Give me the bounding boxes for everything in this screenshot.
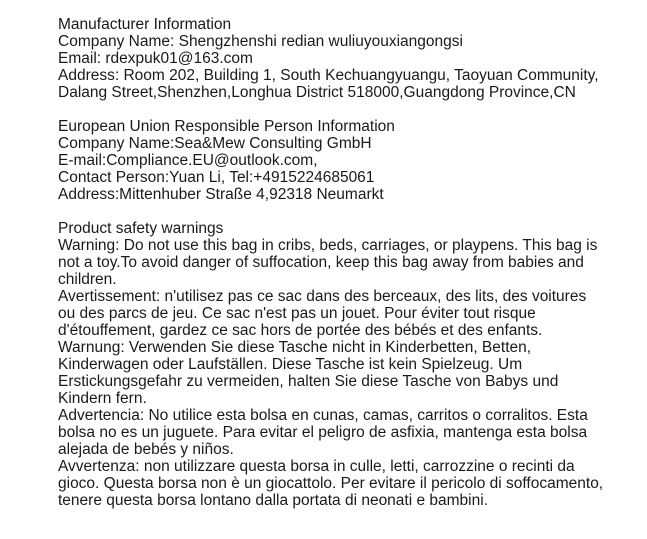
eu-representative-contact: Contact Person:Yuan Li, Tel:+4915224685061 — [58, 169, 375, 186]
warning-line: tenere questa borsa lontano dalla portata di neonati e bambini. — [58, 492, 488, 509]
warning-line: Avertissement: n'utilisez pas ce sac dans des berceaux, des lits, des voitures — [58, 288, 587, 305]
warning-line: ou des parcs de jeu. Ce sac n'est pas un jouet. Pour éviter tout risque — [58, 305, 536, 322]
safety-warnings-section — [58, 220, 630, 509]
warning-line: bolsa no es un juguete. Para evitar el peligro de asfixia, mantenga esta bolsa — [58, 424, 588, 441]
warning-line: d'étouffement, gardez ce sac hors de portée des bébés et des enfants. — [58, 322, 543, 339]
eu-representative-address: Address:Mittenhuber Straße 4,92318 Neumarkt — [58, 186, 384, 203]
manufacturer-section — [58, 16, 630, 101]
eu-representative-section — [58, 118, 630, 203]
warning-line: Erstickungsgefahr zu vermeiden, halten Sie diese Tasche von Babys und — [58, 373, 559, 390]
manufacturer-heading: Manufacturer Information — [58, 16, 232, 33]
warning-spanish — [58, 407, 630, 458]
warning-line: not a toy.To avoid danger of suffocation, keep this bag away from babies and — [58, 254, 584, 271]
product-info-document — [58, 16, 630, 509]
warning-english — [58, 237, 630, 288]
warning-line: Avvertenza: non utilizzare questa borsa in culle, letti, carrozzine o recinti da — [58, 458, 575, 475]
warning-french — [58, 288, 630, 339]
warning-line: alejada de bebés y niños. — [58, 441, 234, 458]
warning-italian — [58, 458, 630, 509]
safety-warnings-heading: Product safety warnings — [58, 220, 224, 237]
eu-representative-email: E-mail:Compliance.EU@outlook.com, — [58, 152, 318, 169]
warning-line: Kinderwagen oder Laufställen. Diese Tasche ist kein Spielzeug. Um — [58, 356, 523, 373]
warning-line: Kindern fern. — [58, 390, 147, 407]
manufacturer-company-name: Company Name: Shengzhenshi redian wuliuyouxiangongsi — [58, 33, 463, 50]
manufacturer-email: Email: rdexpuk01@163.com — [58, 50, 253, 67]
eu-representative-company-name: Company Name:Sea&Mew Consulting GmbH — [58, 135, 372, 152]
manufacturer-address-line-1: Address: Room 202, Building 1, South Kechuangyuangu, Taoyuan Community, — [58, 67, 599, 84]
warning-line: gioco. Questa borsa non è un giocattolo. Per evitare il pericolo di soffocamento, — [58, 475, 604, 492]
warning-line: Advertencia: No utilice esta bolsa en cunas, camas, carritos o corralitos. Esta — [58, 407, 588, 424]
warning-german — [58, 339, 630, 407]
eu-representative-heading: European Union Responsible Person Information — [58, 118, 395, 135]
warning-line: Warning: Do not use this bag in cribs, beds, carriages, or playpens. This bag is — [58, 237, 598, 254]
warning-line: Warnung: Verwenden Sie diese Tasche nicht in Kinderbetten, Betten, — [58, 339, 532, 356]
warning-line: children. — [58, 271, 117, 288]
manufacturer-address-line-2: Dalang Street,Shenzhen,Longhua District 518000,Guangdong Province,CN — [58, 84, 576, 101]
